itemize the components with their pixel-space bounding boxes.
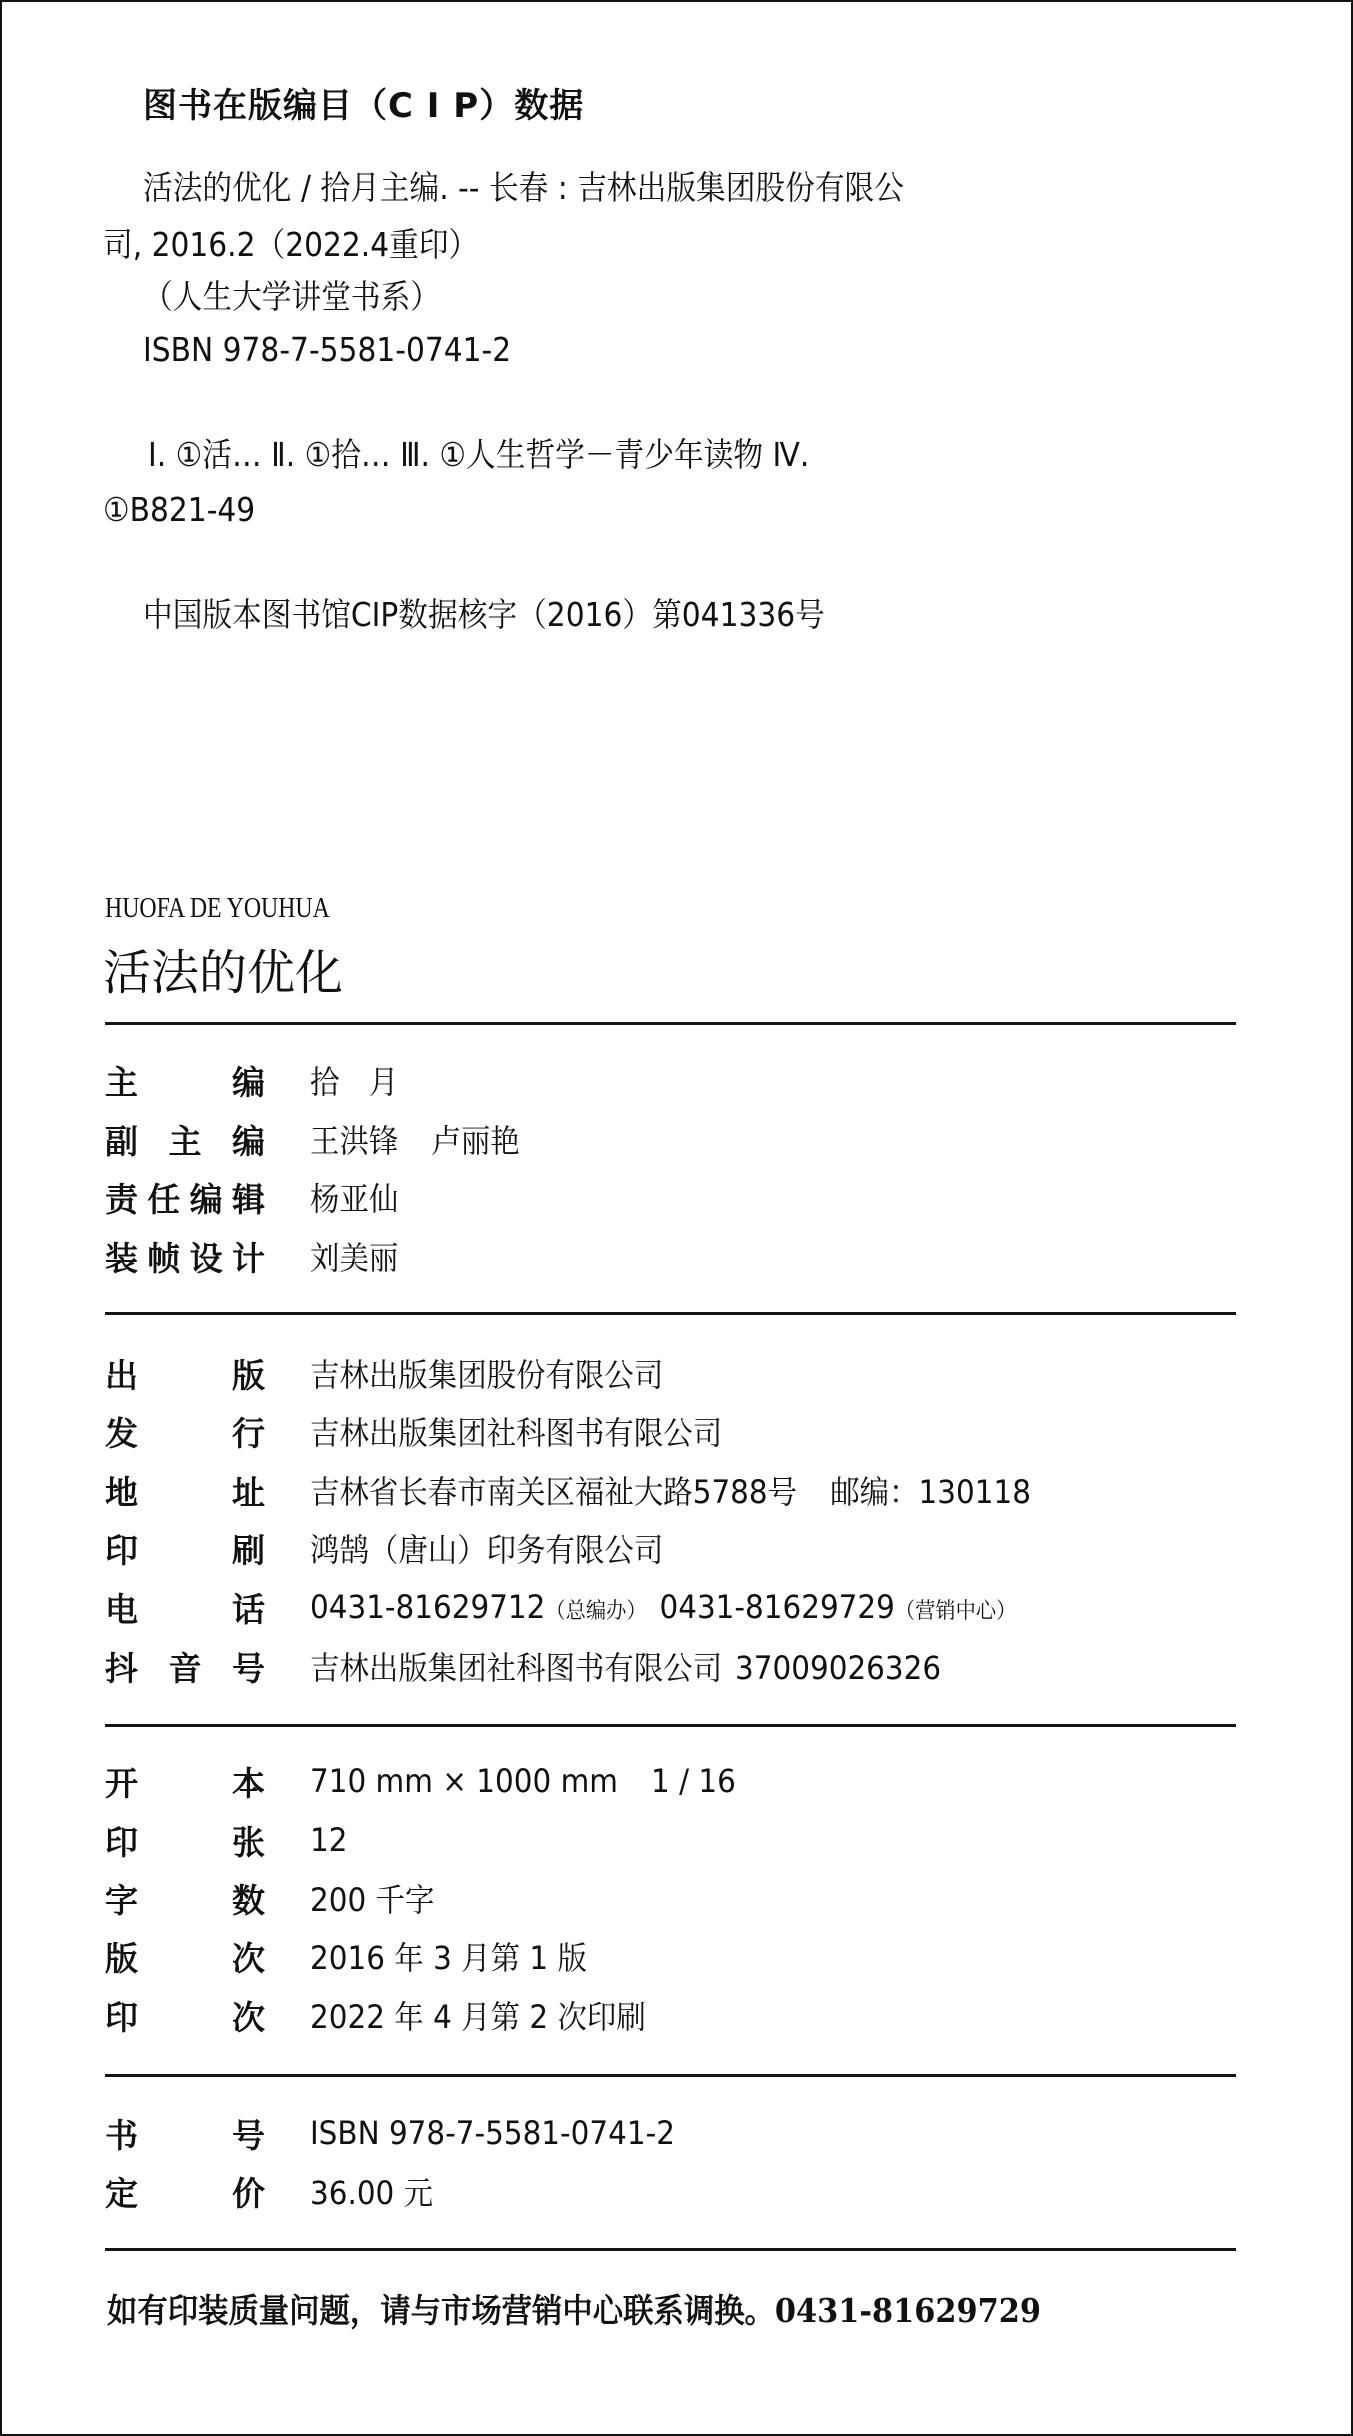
info-label: 开 本 [105, 1763, 265, 1803]
edition-value: 2016 年 3 月第 1 版 [310, 1939, 587, 1977]
divider-rule [105, 1312, 1236, 1315]
sheets-row [105, 1817, 351, 1863]
douyin-value: 吉林出版集团社科图书有限公司 37009026326 [310, 1649, 942, 1687]
printer-row [105, 1525, 694, 1571]
cip-isbn: ISBN 978-7-5581-0741-2 [143, 330, 512, 369]
word-count-row [105, 1875, 445, 1921]
credit-label: 责 任 编 辑 [105, 1179, 265, 1219]
format-row [105, 1758, 773, 1804]
cip-entry-line-1: 活法的优化 / 拾月主编. -- 长春 : 吉林出版集团股份有限公 [143, 168, 904, 207]
credit-row-cover-design [105, 1233, 406, 1279]
book-pinyin-title: HUOFA DE YOUHUA [105, 893, 330, 924]
douyin-account: 37009026326 [735, 1649, 942, 1687]
credit-label: 装 帧 设 计 [105, 1238, 265, 1278]
credit-value: 拾 月 [310, 1063, 399, 1101]
sheets-value: 12 [310, 1821, 348, 1859]
cip-verification-number: 中国版本图书馆CIP数据核字（2016）第041336号 [143, 595, 825, 634]
price-value: 36.00 元 [310, 2174, 434, 2212]
info-label: 电 话 [105, 1589, 265, 1629]
cip-entry-line-2: 司, 2016.2（2022.4重印） [103, 225, 479, 264]
phone-marketing-note: （营销中心） [894, 1599, 1017, 1624]
info-label: 版 次 [105, 1938, 265, 1978]
price-row [105, 2168, 444, 2214]
distributor-row [105, 1408, 758, 1454]
credit-row-chief-editor [105, 1057, 406, 1103]
douyin-row [105, 1643, 996, 1689]
phone-row [105, 1584, 1078, 1630]
phone-value [310, 1588, 1016, 1626]
cip-classification-line-2: ①B821-49 [103, 490, 256, 529]
divider-rule [105, 2074, 1236, 2077]
info-label: 抖 音 号 [105, 1648, 265, 1688]
printing-value: 2022 年 4 月第 2 次印刷 [310, 1998, 646, 2036]
isbn-value: ISBN 978-7-5581-0741-2 [310, 2114, 675, 2152]
cip-series: （人生大学讲堂书系） [143, 277, 440, 316]
printer-value: 鸿鹄（唐山）印务有限公司 [310, 1531, 664, 1569]
quality-notice: 如有印装质量问题，请与市场营销中心联系调换。0431-81629729 [107, 2291, 1042, 2330]
phone-editorial: 0431-81629712 [310, 1588, 546, 1626]
info-label: 地 址 [105, 1472, 265, 1512]
postcode: 130118 [918, 1473, 1031, 1511]
cip-classification-line-1: Ⅰ. ①活… Ⅱ. ①拾… Ⅲ. ①人生哲学－青少年读物 Ⅳ. [148, 435, 810, 474]
postcode-label: 邮编： [830, 1473, 919, 1511]
info-label: 书 号 [105, 2115, 265, 2155]
edition-row [105, 1933, 611, 1979]
info-label: 发 行 [105, 1413, 265, 1453]
credit-value: 杨亚仙 [310, 1180, 399, 1218]
phone-marketing: 0431-81629729 [659, 1588, 895, 1626]
distributor-value: 吉林出版集团社科图书有限公司 [310, 1414, 723, 1452]
credit-label: 副 主 编 [105, 1121, 265, 1161]
credit-row-responsible-editor [105, 1174, 406, 1220]
info-label: 印 张 [105, 1822, 265, 1862]
info-label: 定 价 [105, 2173, 265, 2213]
publisher-value: 吉林出版集团股份有限公司 [310, 1356, 664, 1394]
format-value: 710 mm × 1000 mm 1 / 16 [310, 1762, 736, 1800]
credit-label: 主 编 [105, 1062, 265, 1102]
credit-value: 刘美丽 [310, 1239, 399, 1277]
info-label: 字 数 [105, 1880, 265, 1920]
info-label: 出 版 [105, 1355, 265, 1395]
address-value: 吉林省长春市南关区福祉大路5788号 邮编：130118 [310, 1473, 1031, 1511]
cip-heading: 图书在版编目（C I P）数据 [143, 86, 585, 126]
book-title: 活法的优化 [103, 945, 344, 1001]
isbn-row [105, 2110, 707, 2156]
info-label: 印 次 [105, 1997, 265, 2037]
divider-rule [105, 1022, 1236, 1025]
phone-editorial-note: （总编办） [545, 1599, 647, 1624]
divider-rule [105, 1724, 1236, 1727]
word-count-value: 200 千字 [310, 1881, 435, 1919]
printing-row [105, 1992, 675, 2038]
info-label: 印 刷 [105, 1530, 265, 1570]
credit-row-deputy-editor [105, 1116, 538, 1162]
credit-value: 王洪锋 卢丽艳 [310, 1122, 520, 1160]
divider-rule [105, 2248, 1236, 2251]
publisher-row [105, 1350, 694, 1396]
address-row [105, 1467, 1094, 1513]
